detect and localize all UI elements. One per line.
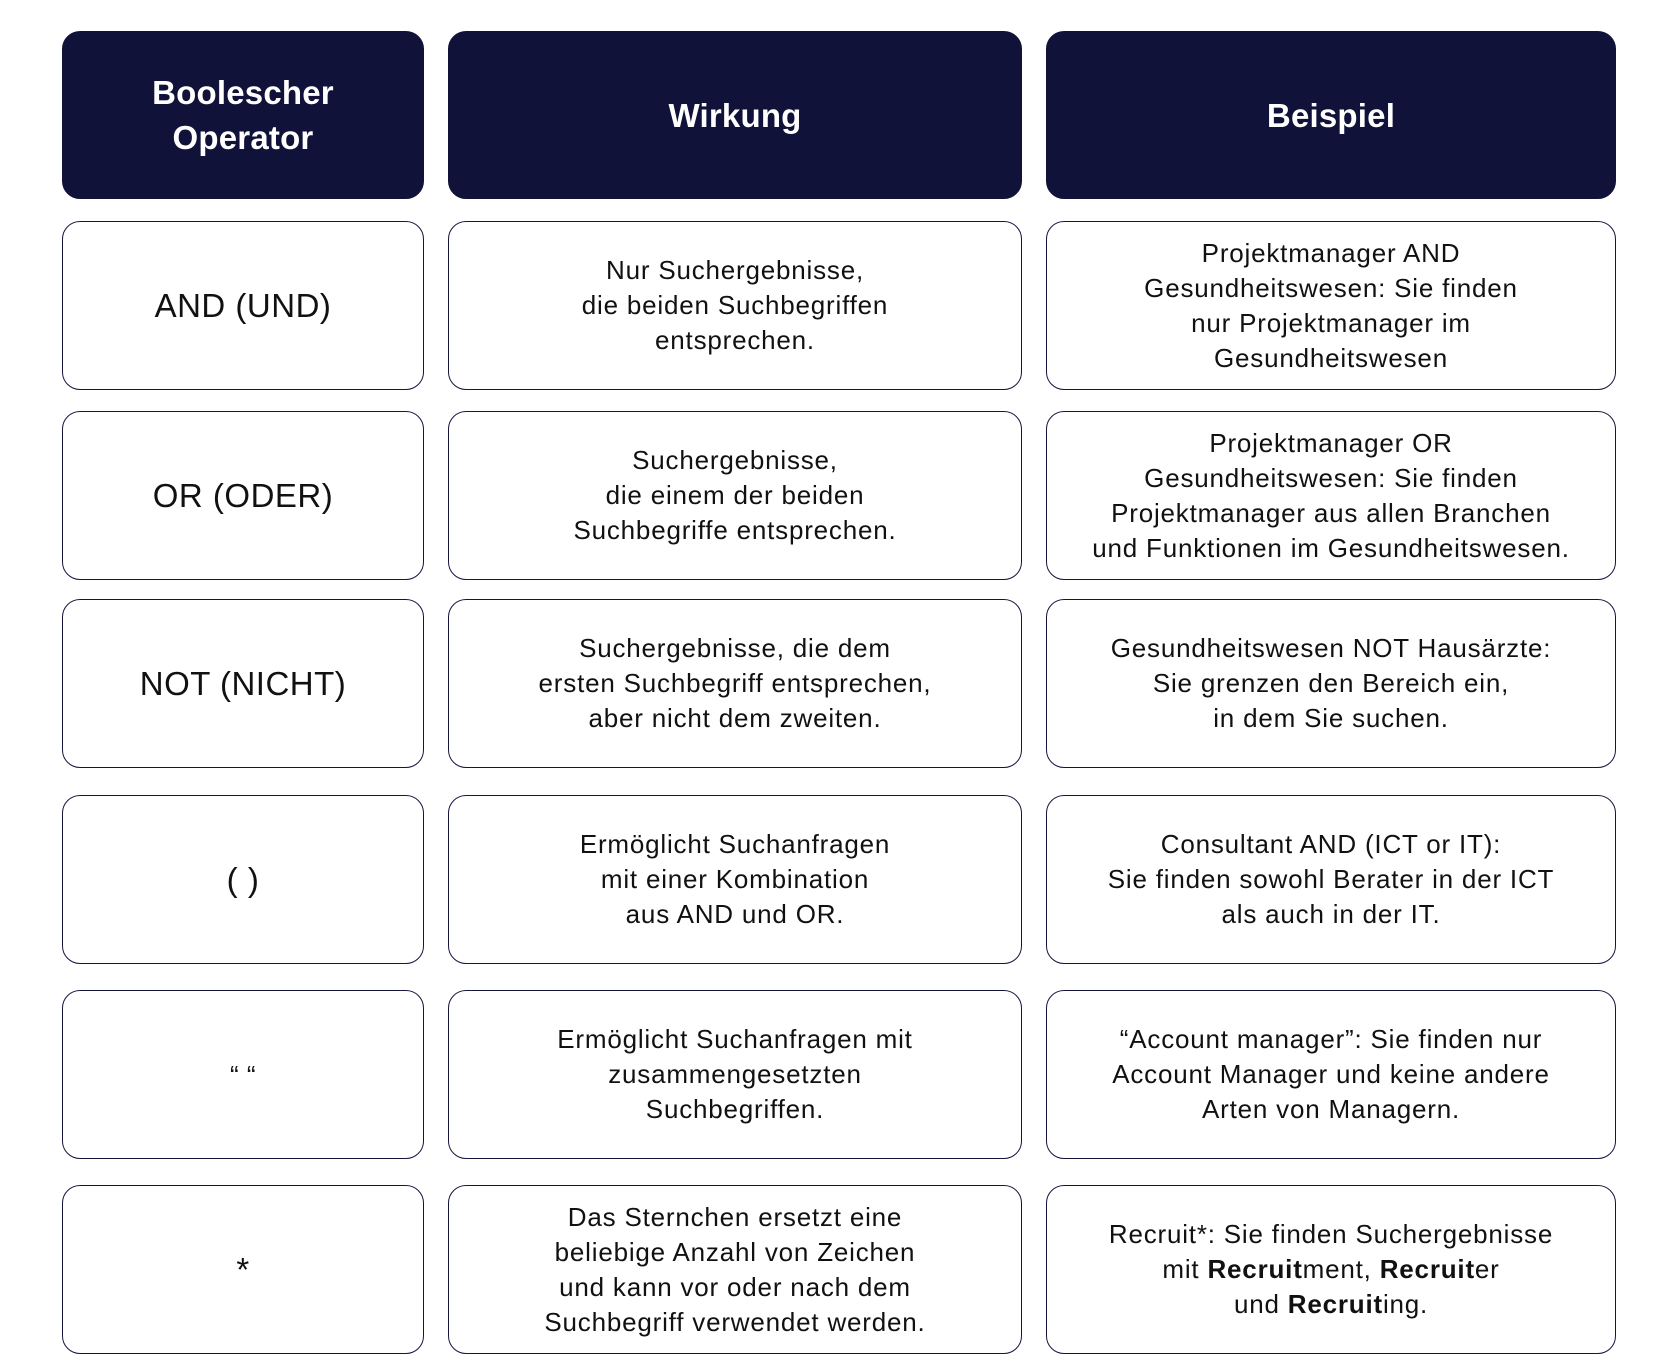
example-cell-not: Gesundheitswesen NOT Hausärzte: Sie grenzen den Bereich ein, in dem Sie suchen. xyxy=(1046,599,1616,768)
header-operator: Boolescher Operator xyxy=(62,31,424,199)
operator-cell-not: NOT (NICHT) xyxy=(62,599,424,768)
example-cell-parentheses: Consultant AND (ICT or IT): Sie finden sowohl Berater in der ICT als auch in der IT. xyxy=(1046,795,1616,964)
example-asterisk-text xyxy=(1109,1217,1553,1322)
example-cell-or: Projektmanager OR Gesundheitswesen: Sie finden Projektmanager aus allen Branchen und Funktionen im Gesundheitswesen. xyxy=(1046,411,1616,580)
operator-cell-parentheses: ( ) xyxy=(62,795,424,964)
operator-cell-quotes xyxy=(62,990,424,1159)
effect-cell-parentheses: Ermöglicht Suchanfragen mit einer Kombination aus AND und OR. xyxy=(448,795,1022,964)
effect-cell-quotes: Ermöglicht Suchanfragen mit zusammengesetzten Suchbegriffen. xyxy=(448,990,1022,1159)
operator-cell-or: OR (ODER) xyxy=(62,411,424,580)
bold-fragment: Recruit xyxy=(1379,1254,1475,1284)
operator-cell-asterisk: * xyxy=(62,1185,424,1354)
effect-cell-asterisk: Das Sternchen ersetzt eine beliebige Anzahl von Zeichen und kann vor oder nach dem Suchbegriff verwendet werden. xyxy=(448,1185,1022,1354)
bold-fragment: Recruit xyxy=(1207,1254,1303,1284)
text-fragment: und xyxy=(1233,1289,1288,1319)
header-effect: Wirkung xyxy=(448,31,1022,199)
example-asterisk-line-2 xyxy=(1109,1252,1553,1287)
text-fragment: ment, xyxy=(1302,1254,1380,1284)
operator-cell-and: AND (UND) xyxy=(62,221,424,390)
effect-cell-or: Suchergebnisse, die einem der beiden Suchbegriffe entsprechen. xyxy=(448,411,1022,580)
text-fragment: ing. xyxy=(1382,1289,1429,1319)
example-asterisk-line-1: Recruit*: Sie finden Suchergebnisse xyxy=(1108,1219,1554,1249)
header-example: Beispiel xyxy=(1046,31,1616,199)
bold-fragment: Recruit xyxy=(1287,1289,1383,1319)
example-cell-asterisk xyxy=(1046,1185,1616,1354)
example-cell-quotes: “Account manager”: Sie finden nur Account Manager und keine andere Arten von Managern. xyxy=(1046,990,1616,1159)
example-cell-and: Projektmanager AND Gesundheitswesen: Sie finden nur Projektmanager im Gesundheitswesen xyxy=(1046,221,1616,390)
effect-cell-and: Nur Suchergebnisse, die beiden Suchbegriffen entsprechen. xyxy=(448,221,1022,390)
operator-quotes-text: “ “ xyxy=(229,1059,257,1090)
text-fragment: er xyxy=(1474,1254,1500,1284)
text-fragment: mit xyxy=(1162,1254,1208,1284)
effect-cell-not: Suchergebnisse, die dem ersten Suchbegriff entsprechen, aber nicht dem zweiten. xyxy=(448,599,1022,768)
example-asterisk-line-3 xyxy=(1109,1287,1553,1322)
